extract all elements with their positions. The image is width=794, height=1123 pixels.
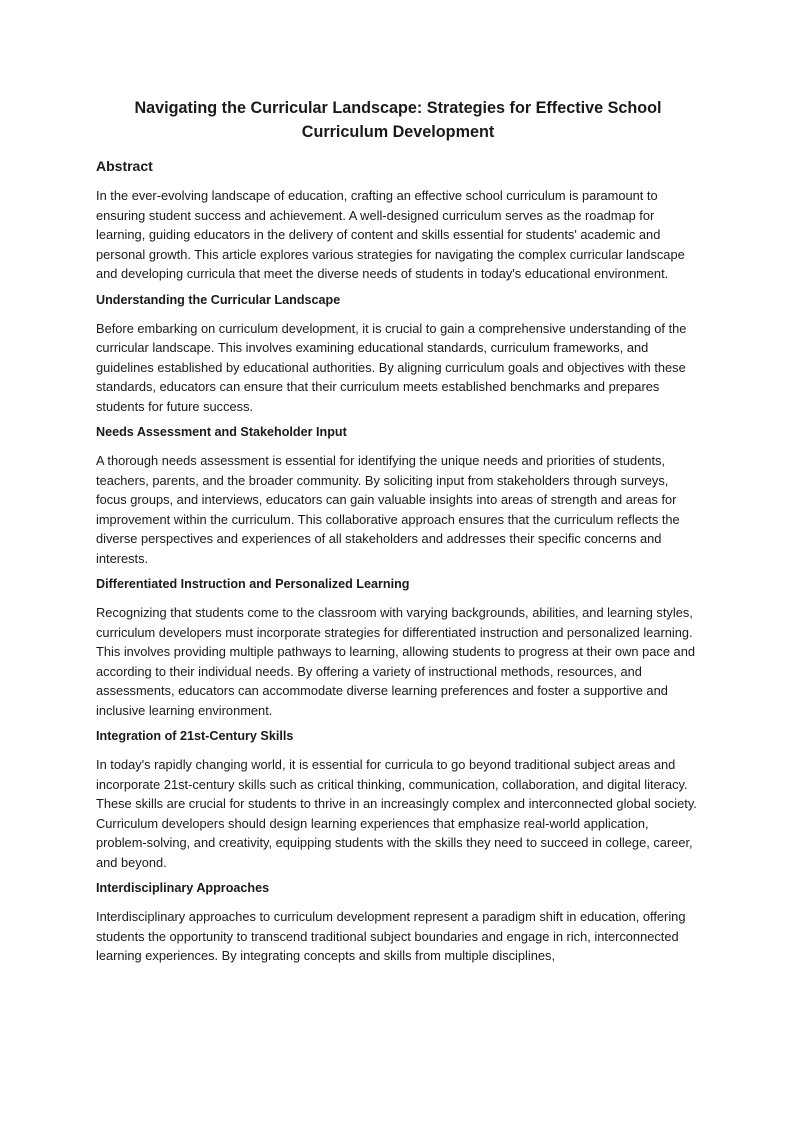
abstract-paragraph: In the ever-evolving landscape of education, crafting an effective school curriculum is paramount to ensuring student success and achievement. A well-designed curriculum serves as the roadmap for learning, guiding educators in the delivery of content and skills essential for students' academic and personal growth. This article explores various strategies for navigating the complex curricular landscape and developing curricula that meet the diverse needs of students in today's educational environment. <box>96 188 685 281</box>
section-heading: Integration of 21st-Century Skills <box>96 729 294 743</box>
document-page <box>96 96 700 974</box>
document-title: Navigating the Curricular Landscape: Strategies for Effective School Curriculum Development <box>134 99 662 141</box>
section-paragraph: In today's rapidly changing world, it is essential for curricula to go beyond traditional subject areas and incorporate 21st-century skills such as critical thinking, communication, collaboration, and digital literacy. These skills are crucial for students to thrive in an increasingly complex and interconnected global society. Curriculum developers should design learning experiences that emphasize real-world application, problem-solving, and creativity, equipping students with the skills they need to succeed in college, career, and beyond. <box>96 757 697 870</box>
section-paragraph: A thorough needs assessment is essential for identifying the unique needs and priorities of students, teachers, parents, and the broader community. By soliciting input from stakeholders through surveys, focus groups, and interviews, educators can gain valuable insights into areas of strength and areas for improvement within the curriculum. This collaborative approach ensures that the curriculum reflects the diverse perspectives and experiences of all stakeholders and addresses their specific concerns and interests. <box>96 453 680 566</box>
section-heading: Differentiated Instruction and Personalized Learning <box>96 577 410 591</box>
section-understanding-curricular-landscape <box>96 292 700 417</box>
section-differentiated-instruction <box>96 576 700 720</box>
section-heading: Needs Assessment and Stakeholder Input <box>96 425 347 439</box>
section-needs-assessment <box>96 424 700 568</box>
section-heading: Interdisciplinary Approaches <box>96 881 270 895</box>
abstract-heading: Abstract <box>96 158 153 174</box>
section-paragraph: Before embarking on curriculum development, it is crucial to gain a comprehensive understanding of the curricular landscape. This involves examining educational standards, curriculum frameworks, and guidelines established by educational authorities. By aligning curriculum goals and objectives with these standards, educators can ensure that their curriculum meets established benchmarks and prepares students for future success. <box>96 320 687 414</box>
section-interdisciplinary-approaches <box>96 880 700 966</box>
section-paragraph: Interdisciplinary approaches to curriculum development represent a paradigm shift in education, offering students the opportunity to transcend traditional subject boundaries and engage in rich, interconnected learning experiences. By integrating concepts and skills from multiple disciplines, <box>96 909 686 963</box>
section-heading: Understanding the Curricular Landscape <box>96 292 341 307</box>
section-21st-century-skills <box>96 728 700 872</box>
section-paragraph: Recognizing that students come to the classroom with varying backgrounds, abilities, and learning styles, curriculum developers must incorporate strategies for differentiated instruction and personalized learning. This involves providing multiple pathways to learning, allowing students to progress at their own pace and according to their individual needs. By offering a variety of instructional methods, resources, and assessments, educators can accommodate diverse learning preferences and foster a supportive and inclusive learning environment. <box>96 605 695 718</box>
